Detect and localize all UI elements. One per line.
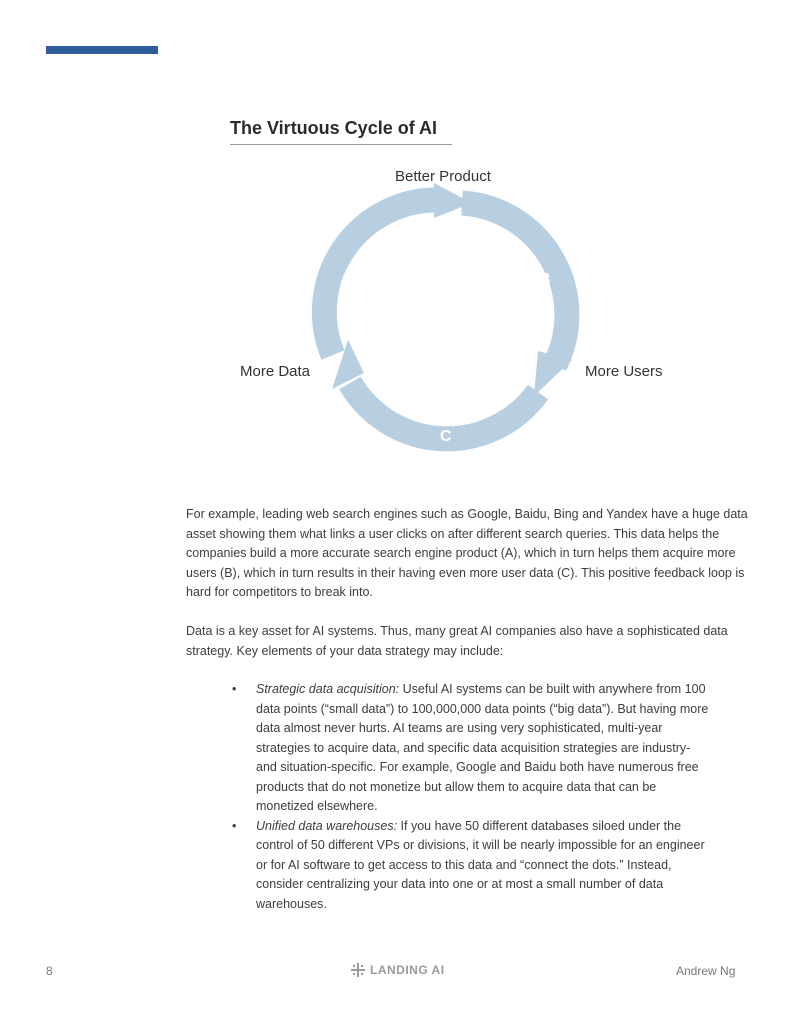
arrow-letter-b: B — [539, 271, 551, 288]
arrow-letter-c: C — [440, 428, 452, 445]
virtuous-cycle-diagram — [300, 180, 600, 470]
data-strategy-list — [186, 680, 751, 914]
paragraph-data-strategy: Data is a key asset for AI systems. Thus, many great AI companies also have a sophisticated data strategy. Key elements of your data strategy may include: — [186, 624, 728, 658]
bullet-term: Unified data warehouses: — [256, 818, 398, 833]
page-number: 8 — [46, 964, 53, 978]
bullet-text: If you have 50 different databases siloed under the control of 50 different VPs or divisions, it will be nearly impossible for an engineer or for AI software to get access to this data and “connect the dots.” Instead, consider centralizing your data into one or at most a small number of data warehouses. — [256, 818, 705, 911]
arrow-letter-a: A — [340, 271, 352, 288]
paragraph-search-engines: For example, leading web search engines such as Google, Baidu, Bing and Yandex have a huge data asset showing them what links a user clicks on after different search queries. This data helps the companies build a more accurate search engine product (A), which in turn helps them acquire more users (B), which in turn results in their having even more user data (C). This positive feedback loop is hard for competitors to break into. — [186, 507, 748, 599]
brand-name: LANDING AI — [370, 963, 445, 977]
label-better-product: Better Product — [395, 168, 491, 185]
figure-title-rule — [230, 144, 452, 145]
figure-title: The Virtuous Cycle of AI — [230, 118, 438, 138]
header-accent-bar — [46, 46, 158, 54]
bullet-text: Useful AI systems can be built with anywhere from 100 data points (“small data”) to 100,000,000 data points (“big data”). But having more data almost never hurts. AI teams are using very sophisticated, multi-year strategies to acquire data, and specific data acquisition strategies are industry- and situation-specific. For example, Google and Baidu both have numerous free products that do not monetize but allow them to acquire data that can be monetized elsewhere. — [256, 682, 709, 813]
bullet-term: Strategic data acquisition: — [256, 682, 400, 696]
landing-ai-logo-icon — [350, 962, 366, 978]
label-more-users: More Users — [585, 363, 663, 380]
label-more-data: More Data — [240, 363, 311, 380]
author-name: Andrew Ng — [676, 964, 736, 978]
bullet-icon: • — [232, 818, 237, 833]
bullet-icon: • — [232, 682, 237, 696]
arrow-b — [462, 203, 567, 365]
list-item — [186, 680, 751, 817]
footer-brand — [350, 962, 445, 978]
list-item — [186, 817, 751, 915]
